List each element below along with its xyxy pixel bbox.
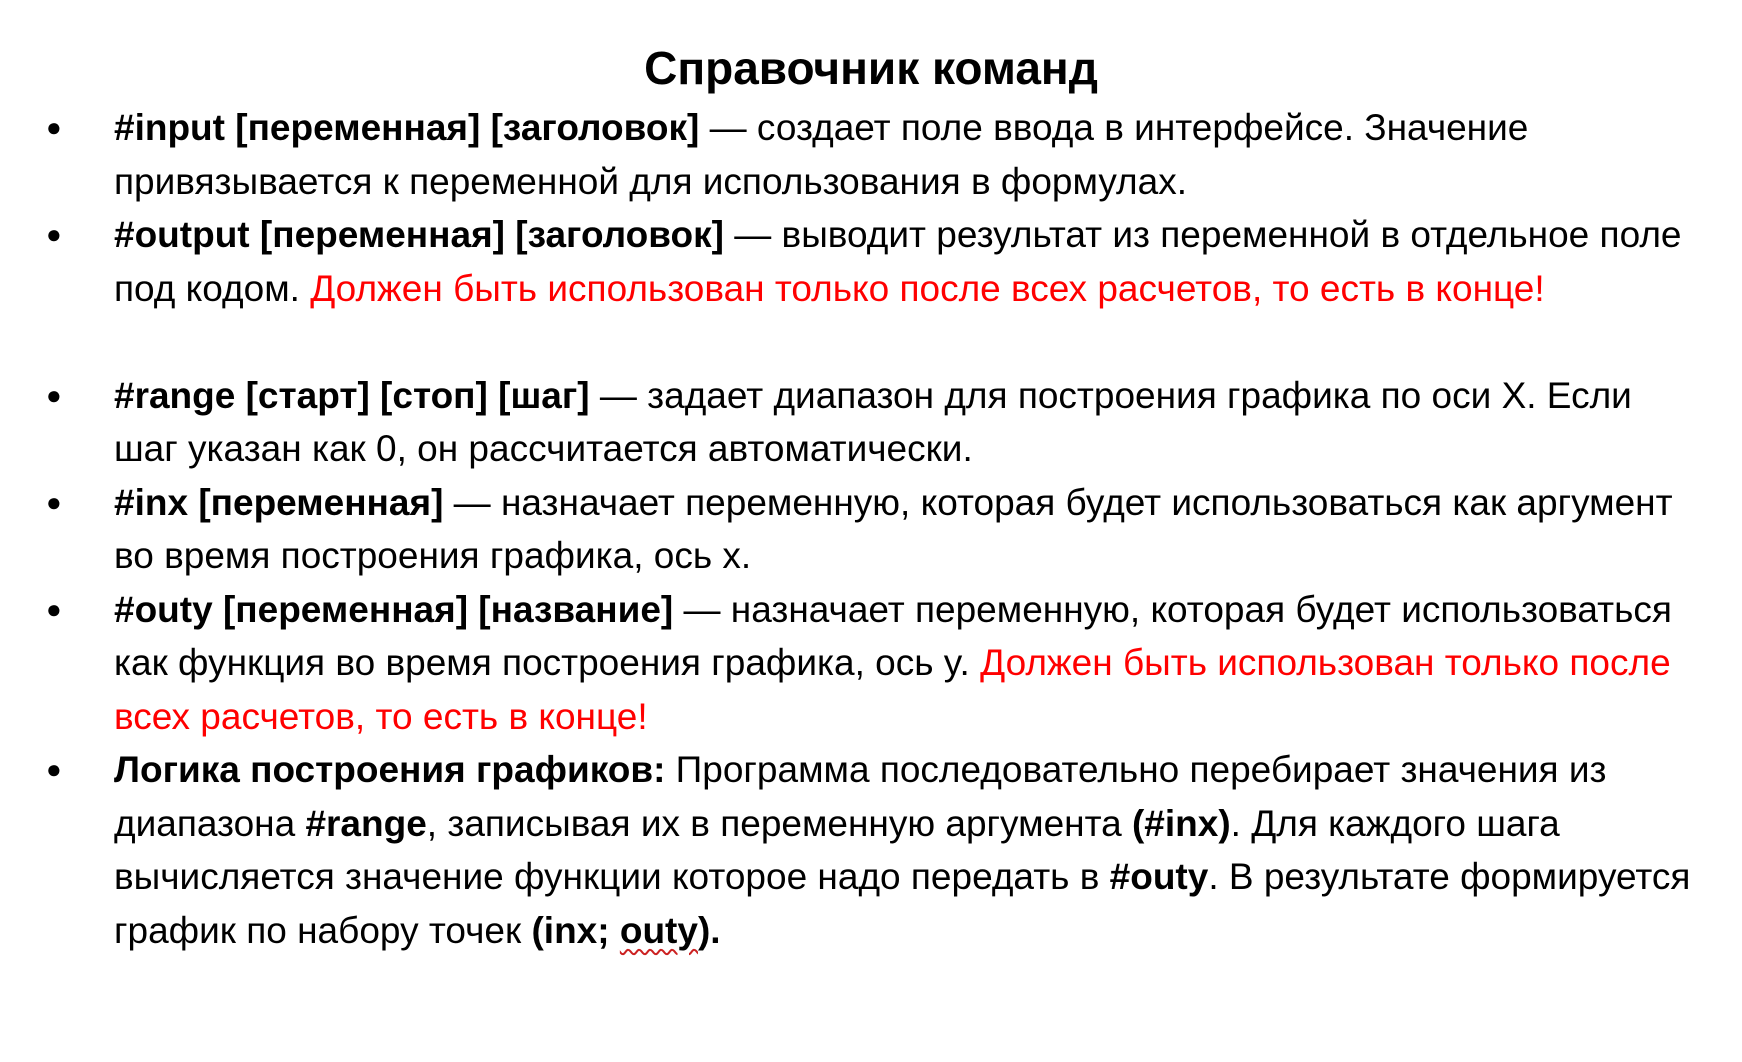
warning-text: Должен быть использован только после всех расчетов, то есть в конце! (114, 642, 1671, 737)
description-text: Программа последовательно перебирает значения из диапазона (114, 749, 1607, 844)
command-name: #inx [переменная] (114, 481, 444, 523)
dash: — (443, 481, 501, 523)
list-item-range (0, 369, 1704, 476)
description-text: , записывая их в переменную аргумента (426, 802, 1132, 844)
command-description: назначает переменную, которая будет использоваться как функция во время построения графика, ось y. (114, 588, 1672, 683)
command-description: выводит результат из переменной в отдельное поле под кодом. (114, 214, 1682, 309)
command-list (0, 101, 1704, 957)
bullet-icon: ● (46, 379, 62, 410)
points-outy-spellcheck: outy (619, 909, 698, 951)
list-item-inx (0, 476, 1704, 583)
points-open: (inx; (531, 909, 620, 951)
list-item-output (0, 208, 1704, 315)
description-text: . В результате формируется график по набору точек (114, 856, 1691, 951)
range-keyword: #range (305, 802, 427, 844)
bullet-icon: ● (46, 593, 62, 624)
command-description: назначает переменную, которая будет использоваться как аргумент во время построения графика, ось x. (114, 481, 1673, 576)
command-description: задает диапазон для построения графика по оси X. Если шаг указан как 0, он рассчитается автоматически. (114, 374, 1632, 469)
warning-text: Должен быть использован только после всех расчетов, то есть в конце! (310, 267, 1545, 309)
command-name: #range [старт] [стоп] [шаг] (114, 374, 590, 416)
dash: — (723, 214, 782, 255)
section-heading: Логика построения графиков: (114, 749, 666, 790)
list-item-input (0, 101, 1704, 208)
bullet-icon: ● (46, 112, 62, 142)
bullet-icon: ● (46, 219, 62, 249)
description-text: . Для каждого шага вычисляется значение функции которое надо передать в (114, 802, 1560, 897)
inx-keyword: (#inx) (1131, 802, 1231, 844)
dash: — (673, 588, 731, 630)
bullet-icon: ● (46, 754, 62, 784)
command-name: #outy [переменная] [название] (114, 588, 674, 630)
bullet-icon: ● (46, 486, 62, 517)
outy-keyword: #outy (1109, 856, 1209, 897)
command-name: #output [переменная] [заголовок] (114, 214, 724, 255)
page-title: Справочник команд (644, 42, 1098, 94)
command-name: #input [переменная] [заголовок] (114, 107, 700, 148)
points-close: ). (697, 909, 721, 951)
list-item-outy (0, 583, 1704, 744)
dash: — (589, 374, 648, 416)
list-item-plot-logic (0, 743, 1704, 957)
dash: — (699, 107, 757, 148)
command-description: создает поле ввода в интерфейсе. Значение привязывается к переменной для использования в формулах. (114, 107, 1529, 202)
